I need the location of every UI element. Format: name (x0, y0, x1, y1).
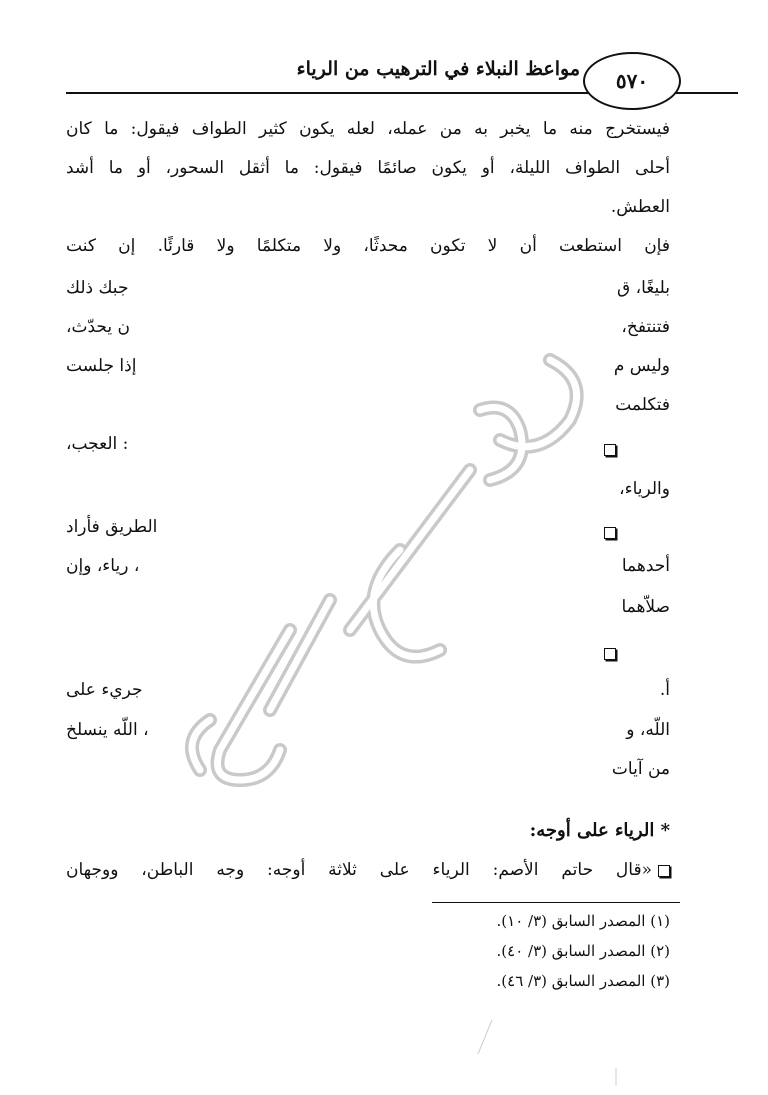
partial-left-2: ن يحدّث، (66, 317, 131, 337)
bullet-marker (658, 865, 670, 877)
partial-right-5: والرياء، (619, 479, 670, 499)
partial-right-10: من آيات (611, 759, 670, 779)
body-line-last (66, 862, 670, 879)
partial-right-9: اللّه، و (626, 720, 670, 740)
body-line-4: فإن استطعت أن لا تكون محدثًا، ولا متكلمًا ولا قارئًا. إن كنت (66, 236, 670, 256)
footnote-1: (١) المصدر السابق (٣/ ١٠). (496, 912, 670, 930)
footnote-3: (٣) المصدر السابق (٣/ ٤٦). (496, 972, 670, 990)
partial-left-7: جريء على (66, 680, 143, 700)
partial-right-6: أحدهما (621, 556, 670, 576)
body-line-3: العطش. (610, 197, 670, 217)
partial-left-1: جبك ذلك (66, 278, 129, 298)
partial-left-6: ، رياء، وإن (66, 556, 140, 576)
partial-right-4: فتكلمت (615, 395, 670, 415)
body-line-2: أحلى الطواف الليلة، أو يكون صائمًا فيقول: ما أثقل السحور، أو ما أشد (66, 158, 670, 178)
scan-mark (474, 1018, 494, 1058)
page-number: ٥٧٠ (583, 52, 681, 110)
section-heading: * الرياء على أوجه: (529, 820, 670, 841)
scan-mark (612, 1066, 620, 1088)
partial-left-3: إذا جلست (66, 356, 137, 376)
partial-right-3: وليس م (613, 356, 670, 376)
partial-left-4: : العجب، (66, 434, 129, 454)
calligraphy-watermark (150, 300, 630, 800)
partial-right-1: بليغًا، ق (617, 278, 670, 298)
body-line-1: فيستخرج منه ما يخبر به من عمله، لعله يكون كثير الطواف فيقول: ما كان (66, 119, 670, 139)
partial-left-8: ، اللّه ينسلخ (66, 720, 149, 740)
footnote-2: (٢) المصدر السابق (٣/ ٤٠). (496, 942, 670, 960)
partial-right-8: أ. (659, 680, 670, 700)
footnote-rule (432, 902, 680, 903)
last-line-text: «قال حاتم الأصم: الرياء على ثلاثة أوجه: وجه الباطن، ووجهان (66, 860, 652, 880)
partial-right-7: صلاّهما (621, 597, 670, 617)
partial-left-5: الطريق فأراد (66, 517, 158, 537)
partial-right-2: فتنتفخ، (621, 317, 670, 337)
running-title: مواعظ النبلاء في الترهيب من الرياء (296, 58, 580, 80)
